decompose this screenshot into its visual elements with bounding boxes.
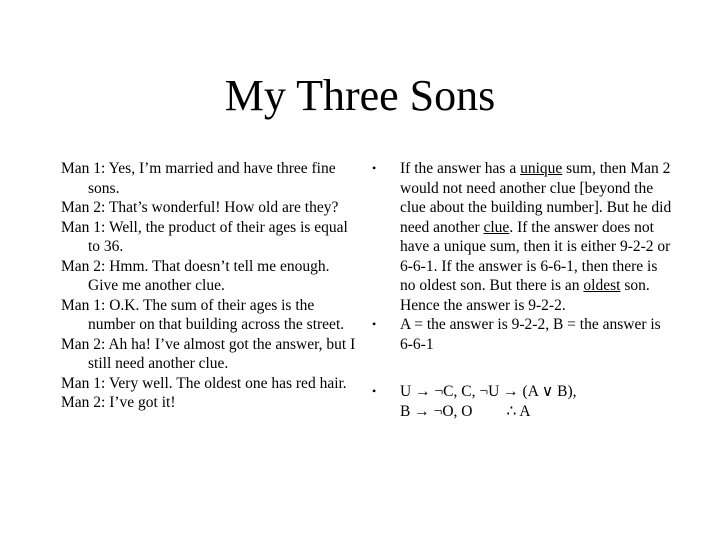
underlined-word: oldest	[583, 277, 621, 294]
bullet-definitions	[372, 315, 672, 354]
dialogue-column	[61, 159, 361, 413]
dialogue-line: Man 1: Yes, I’m married and have three fine sons.	[61, 160, 336, 197]
bullet-logic	[372, 382, 672, 421]
dialogue-line: Man 2: That’s wonderful! How old are they?	[61, 199, 339, 216]
dialogue-line: Man 1: Well, the product of their ages is equal to 36.	[61, 218, 348, 255]
logic-line-2	[400, 402, 672, 422]
bullet-marker: •	[372, 384, 377, 398]
dialogue-line: Man 2: Hmm. That doesn’t tell me enough. Give me another clue.	[61, 257, 330, 294]
reasoning-part: . If the answer does not have a unique sum, then it is either 9-2-2 or 6-6-1. If the answer is 6-6-1, then there is no oldest son. But there is an	[400, 218, 671, 294]
definitions-text: A = the answer is 9-2-2, B = the answer is 6-6-1	[400, 316, 661, 353]
reasoning-column	[372, 159, 672, 421]
reasoning-part: If the answer has a	[400, 160, 521, 177]
dialogue-line: Man 2: Ah ha! I’ve almost got the answer, but I still need another clue.	[61, 335, 356, 372]
underlined-word: unique	[520, 160, 563, 177]
bullet-marker: •	[372, 317, 377, 331]
underlined-word: clue	[483, 218, 510, 236]
slide-title: My Three Sons	[224, 71, 496, 120]
dialogue-line: Man 2: I’ve got it!	[61, 394, 176, 411]
reasoning-part: son. Hence the answer is 9-2-2.	[400, 277, 650, 314]
bullet-marker: •	[372, 161, 377, 175]
therefore-conclusion: ∴ A	[506, 402, 531, 420]
dialogue-line: Man 1: Very well. The oldest one has red hair.	[61, 374, 347, 392]
dialogue-line: Man 1: O.K. The sum of their ages is the number on that building across the street.	[61, 296, 345, 333]
reasoning-part: sum, then Man 2 would not need another clue [beyond the clue about the building number]. But he did need another	[400, 160, 672, 236]
logic-line-1: U → ¬C, C, ¬U → (A ∨ B),	[400, 383, 577, 400]
reasoning-text	[400, 160, 671, 314]
bullet-reasoning	[372, 159, 672, 315]
logic-premise: B → ¬O, O	[400, 402, 473, 420]
